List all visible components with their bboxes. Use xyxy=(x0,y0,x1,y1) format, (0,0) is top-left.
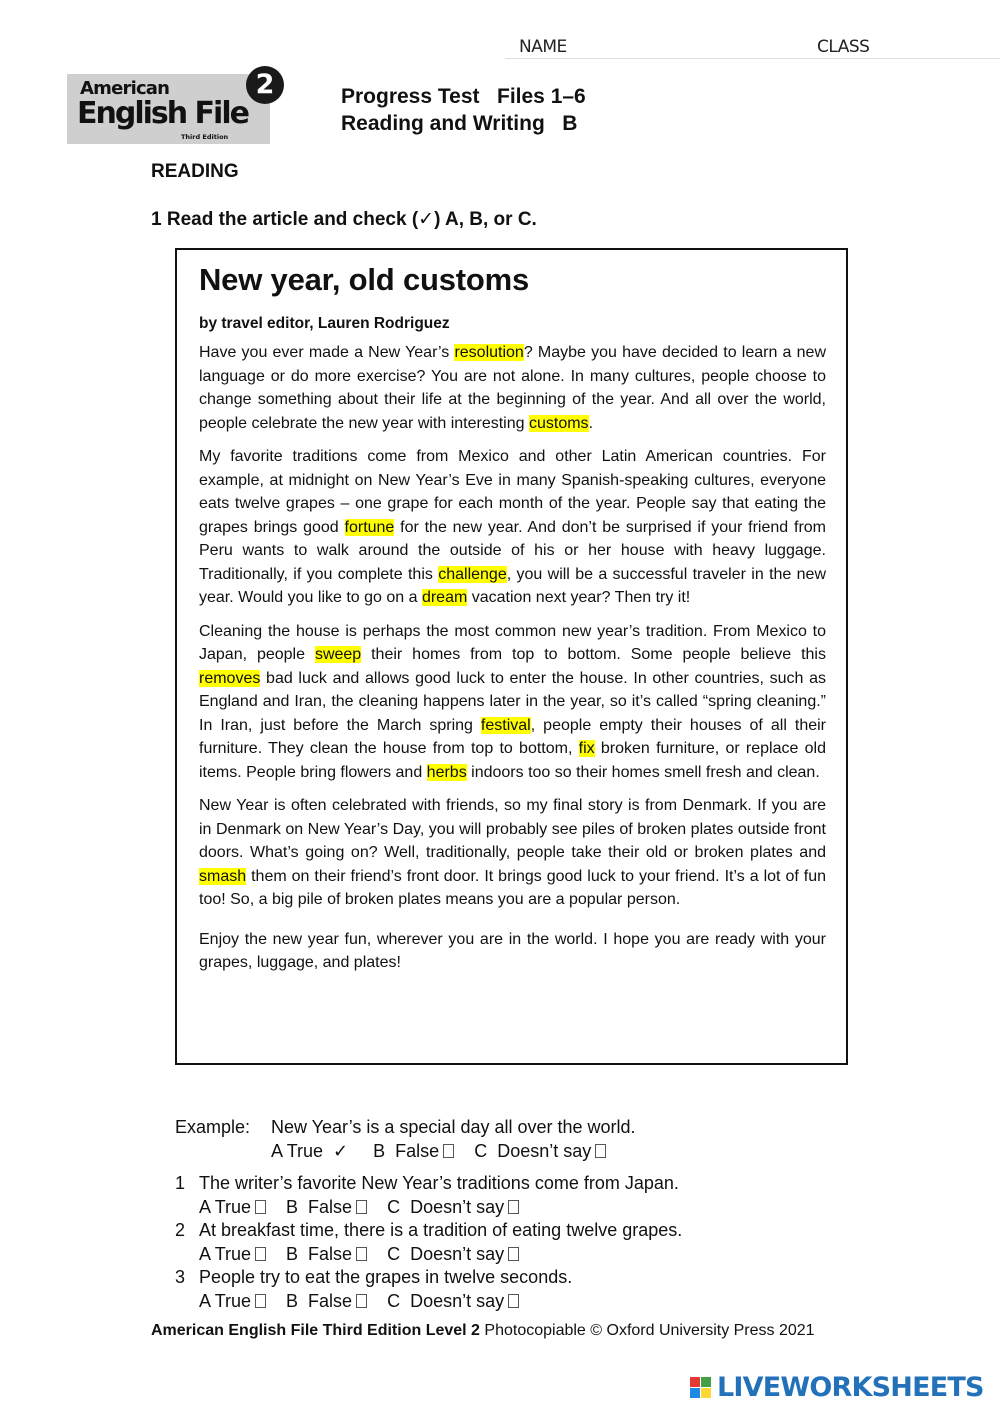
checkbox-icon[interactable] xyxy=(508,1200,519,1214)
article-byline: by travel editor, Lauren Rodriguez xyxy=(199,315,450,332)
question-number: 1 xyxy=(175,1173,186,1193)
highlighted-word: challenge xyxy=(438,565,507,583)
question-options xyxy=(199,1197,519,1218)
logo-edition: Third Edition xyxy=(181,133,229,141)
copyright-footer xyxy=(151,1322,815,1340)
checkbox-icon[interactable] xyxy=(443,1144,454,1158)
example-statement: New Year’s is a special day all over the world. xyxy=(271,1117,636,1137)
question-number: 2 xyxy=(175,1220,186,1240)
option-c: C Doesn’t say xyxy=(387,1244,505,1264)
question-item xyxy=(175,1267,795,1314)
question-statement: At breakfast time, there is a tradition of eating twelve grapes. xyxy=(199,1220,683,1240)
question-number: 3 xyxy=(175,1267,186,1287)
checkbox-icon[interactable] xyxy=(595,1144,606,1158)
checkbox-icon[interactable] xyxy=(356,1247,367,1261)
article-title: New year, old customs xyxy=(199,262,530,297)
instruction: 1 Read the article and check (✓) A, B, or C. xyxy=(151,209,537,230)
option-c: C Doesn’t say xyxy=(387,1291,505,1311)
checkbox-icon[interactable] xyxy=(356,1294,367,1308)
class-label: CLASS xyxy=(817,37,870,57)
example-options xyxy=(271,1141,606,1162)
highlighted-word: removes xyxy=(199,669,261,687)
highlighted-word: smash xyxy=(199,867,247,885)
highlighted-word: customs xyxy=(528,414,589,432)
question-statement: People try to eat the grapes in twelve seconds. xyxy=(199,1267,573,1287)
option-a: A True xyxy=(199,1197,252,1217)
option-b: B False xyxy=(286,1244,353,1264)
test-title-line1: Progress Test Files 1–6 xyxy=(341,85,586,108)
question-options xyxy=(199,1291,519,1312)
footer-rest: Photocopiable © Oxford University Press 2021 xyxy=(479,1322,815,1339)
article-paragraph: Have you ever made a New Year’s resolution? Maybe you have decided to learn a new language or do more exercise? You are not alone. In many cultures, people choose to change something about their life at the beginning of the year. And all over the world, people celebrate the new year with interesting customs. xyxy=(199,344,826,432)
article-body xyxy=(199,262,826,985)
question-item xyxy=(175,1220,795,1267)
highlighted-word: festival xyxy=(480,716,531,734)
checkbox-icon[interactable] xyxy=(255,1200,266,1214)
checkbox-icon[interactable] xyxy=(508,1247,519,1261)
option-b: B False xyxy=(286,1197,353,1217)
example-option-c: C Doesn’t say xyxy=(474,1141,592,1161)
highlighted-word: dream xyxy=(421,589,468,606)
example-option-a: A True ✓ xyxy=(271,1141,349,1161)
example-label: Example: xyxy=(175,1117,251,1137)
checkbox-icon[interactable] xyxy=(356,1200,367,1214)
question-options xyxy=(199,1244,519,1265)
highlighted-word: herbs xyxy=(426,763,467,781)
checkbox-icon[interactable] xyxy=(508,1294,519,1308)
article-paragraph: My favorite traditions come from Mexico and other Latin American countries. For example, at midnight on New Year’s Eve in many Spanish-speaking cultures, everyone eats twelve grapes – one grape for each month of the year. People say that eating the grapes brings good fortune for the new year. And don’t be surprised if your friend from Peru wants to walk around the outside of his or her house with heavy luggage. Traditionally, if you complete this challenge, you will be a successful traveler in the new year. Would you like to go on a dream vacation next year? Then try it! xyxy=(199,448,826,606)
test-title-line2: Reading and Writing B xyxy=(341,112,578,135)
highlighted-word: resolution xyxy=(454,344,524,361)
option-a: A True xyxy=(199,1291,252,1311)
logo-line2: English File xyxy=(77,96,248,131)
liveworksheets-logo-icon xyxy=(690,1377,712,1399)
highlighted-word: fortune xyxy=(344,518,395,536)
question-list xyxy=(175,1173,795,1314)
question-item xyxy=(175,1173,795,1220)
option-c: C Doesn’t say xyxy=(387,1197,505,1217)
option-b: B False xyxy=(286,1291,353,1311)
checkbox-icon[interactable] xyxy=(255,1294,266,1308)
section-heading: READING xyxy=(151,161,239,182)
course-logo xyxy=(67,74,270,144)
checkbox-icon[interactable] xyxy=(255,1247,266,1261)
question-statement: The writer’s favorite New Year’s traditions come from Japan. xyxy=(199,1173,679,1193)
name-label: NAME xyxy=(519,37,567,57)
article-paragraph: Enjoy the new year fun, wherever you are in the world. I hope you are ready with your grapes, luggage, and plates! xyxy=(199,930,826,971)
highlighted-word: fix xyxy=(578,740,595,757)
logo-level-badge: 2 xyxy=(246,66,284,104)
article-box xyxy=(175,248,848,1065)
header-rule xyxy=(505,58,1000,59)
option-a: A True xyxy=(199,1244,252,1264)
logo-line1: American xyxy=(80,78,170,99)
highlighted-word: sweep xyxy=(314,646,362,663)
footer-bold: American English File Third Edition Level 2 xyxy=(151,1322,480,1339)
liveworksheets-text: LIVEWORKSHEETS xyxy=(717,1372,984,1403)
example-option-b: B False xyxy=(373,1141,440,1161)
article-paragraph: Cleaning the house is perhaps the most common new year’s tradition. From Mexico to Japan, people sweep their homes from top to bottom. Some people believe this removes bad luck and allows good luck to enter the house. In other countries, such as England and Iran, the cleaning happens later in the year, so it’s called “spring cleaning.” In Iran, just before the March spring festival, people empty their houses of all their furniture. They clean the house from top to bottom, fix broken furniture, or replace old items. People bring flowers and herbs indoors too so their homes smell fresh and clean. xyxy=(199,622,827,781)
article-paragraph: New Year is often celebrated with friends, so my final story is from Denmark. If you are in Denmark on New Year’s Day, you will probably see piles of broken plates outside front doors. What’s going on? Well, traditionally, people take their old or broken plates and smash them on their friend’s front door. It brings good luck to your friend. It’s a lot of fun too! So, a big pile of broken plates means you are a popular person. xyxy=(199,797,826,908)
